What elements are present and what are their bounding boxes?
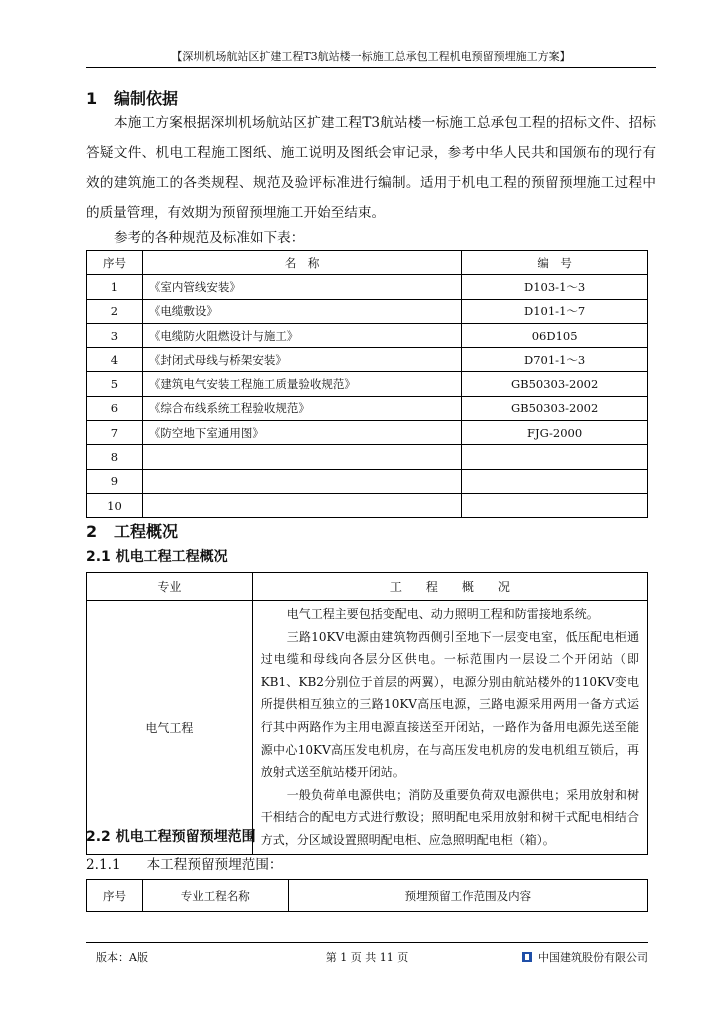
- cell-name: 《建筑电气安装工程施工质量验收规范》: [142, 372, 461, 396]
- cell-code: [462, 469, 648, 493]
- overview-paragraph: 三路10KV电源由建筑物西侧引至地下一层变电室，低压配电柜通过电缆和母线向各层分区供电。一标范围内一层设二个开闭站（即KB1、KB2分别位于首层的两翼），电源分别由航站楼外的110KV变电所提供相互独立的三路10KV高压电源，三路电源采用两用一备方式运行其中两路作为主用电源直接送至开闭站，一路作为备用电源先送至能源中心10KV高压发电机房，在与高压发电机房的发电机组互锁后，再放射式送至航站楼开闭站。: [260, 629, 639, 780]
- table-row: [87, 445, 648, 469]
- cell-no: 8: [87, 445, 143, 469]
- cell-no: 10: [87, 493, 143, 517]
- scope-header-name: 专业工程名称: [142, 880, 288, 912]
- footer-page-number: 第 1 页 共 11 页: [325, 951, 409, 964]
- page-header: 【深圳机场航站区扩建工程T3航站楼一标施工总承包工程机电预留预埋施工方案】: [86, 48, 656, 68]
- table-row: [87, 493, 648, 517]
- cell-name: [142, 445, 461, 469]
- cell-code: FJG-2000: [462, 421, 648, 445]
- subsection-2-1-heading: 2.1 机电工程工程概况: [86, 549, 228, 565]
- table-row: [87, 275, 648, 299]
- cell-name: 《综合布线系统工程验收规范》: [142, 396, 461, 420]
- overview-paragraph: 电气工程主要包括变配电、动力照明工程和防雷接地系统。: [286, 607, 599, 621]
- cell-no: 7: [87, 421, 143, 445]
- section-title: 工程概况: [114, 522, 179, 541]
- footer-company: [522, 949, 648, 965]
- cell-no: 5: [87, 372, 143, 396]
- page-footer: [86, 942, 648, 963]
- table-row: [87, 323, 648, 347]
- header-cell-name: 名 称: [142, 251, 461, 275]
- scope-header-row: [87, 880, 648, 912]
- cell-name: 《电缆敷设》: [142, 299, 461, 323]
- cell-code: 06D105: [462, 323, 648, 347]
- subsection-number: 2.1.1: [86, 857, 121, 873]
- scope-header-no: 序号: [87, 880, 143, 912]
- section-title: 编制依据: [114, 89, 179, 108]
- table-intro: 参考的各种规范及标准如下表：: [114, 230, 305, 246]
- scope-header-content: 预埋预留工作范围及内容: [288, 880, 647, 912]
- overview-header-summary: 工 程 概 况: [252, 573, 647, 601]
- section-2-heading: [86, 519, 178, 542]
- cell-no: 3: [87, 323, 143, 347]
- section-number: 1: [86, 89, 98, 108]
- table-row: [87, 372, 648, 396]
- subsection-text: 本工程预留预埋范围：: [146, 857, 283, 873]
- section-number: 2: [86, 522, 98, 541]
- cell-code: GB50303-2002: [462, 372, 648, 396]
- scope-table: [86, 879, 648, 912]
- footer-version: 版本：A版: [96, 951, 148, 964]
- cell-name: [142, 493, 461, 517]
- cell-no: 2: [87, 299, 143, 323]
- cell-code: GB50303-2002: [462, 396, 648, 420]
- header-cell-code: 编 号: [462, 251, 648, 275]
- subsection-2-2-heading: 2.2 机电工程预留预埋范围: [86, 829, 256, 845]
- footer-company-name: 中国建筑股份有限公司: [538, 951, 648, 964]
- overview-row: [87, 601, 648, 855]
- header-cell-no: 序号: [87, 251, 143, 275]
- table-row: [87, 348, 648, 372]
- subsection-2-1-1: [86, 853, 283, 873]
- cell-name: 《防空地下室通用图》: [142, 421, 461, 445]
- company-logo-icon: [522, 952, 532, 962]
- section-1-heading: [86, 86, 178, 109]
- cell-code: [462, 493, 648, 517]
- cell-code: D101-1～7: [462, 299, 648, 323]
- standards-table: [86, 250, 648, 518]
- overview-table: [86, 572, 648, 855]
- cell-name: 《电缆防火阻燃设计与施工》: [142, 323, 461, 347]
- cell-name: [142, 469, 461, 493]
- table-row: [87, 421, 648, 445]
- cell-no: 9: [87, 469, 143, 493]
- table-row: [87, 469, 648, 493]
- cell-code: D701-1～3: [462, 348, 648, 372]
- table-row: [87, 396, 648, 420]
- overview-header-row: [87, 573, 648, 601]
- table-row: [87, 299, 648, 323]
- cell-name: 《封闭式母线与桥架安装》: [142, 348, 461, 372]
- overview-paragraph: 一般负荷单电源供电；消防及重要负荷双电源供电；采用放射和树干相结合的配电方式进行敷设；照明配电采用放射和树干式配电相结合方式，分区域设置照明配电柜、应急照明配电柜（箱）。: [260, 787, 639, 847]
- overview-category: 电气工程: [87, 601, 253, 855]
- table-header-row: [87, 251, 648, 275]
- section-1-paragraph: 本施工方案根据深圳机场航站区扩建工程T3航站楼一标施工总承包工程的招标文件、招标答疑文件、机电工程施工图纸、施工说明及图纸会审记录，参考中华人民共和国颁布的现行有效的建筑施工的各类规程、规范及验评标准进行编制。适用于机电工程的预留预埋施工过程中的质量管理，有效期为预留预埋施工开始至结束。: [86, 115, 656, 221]
- cell-code: D103-1～3: [462, 275, 648, 299]
- overview-content: [252, 601, 647, 855]
- cell-code: [462, 445, 648, 469]
- cell-name: 《室内管线安装》: [142, 275, 461, 299]
- overview-header-discipline: 专业: [87, 573, 253, 601]
- cell-no: 4: [87, 348, 143, 372]
- cell-no: 6: [87, 396, 143, 420]
- cell-no: 1: [87, 275, 143, 299]
